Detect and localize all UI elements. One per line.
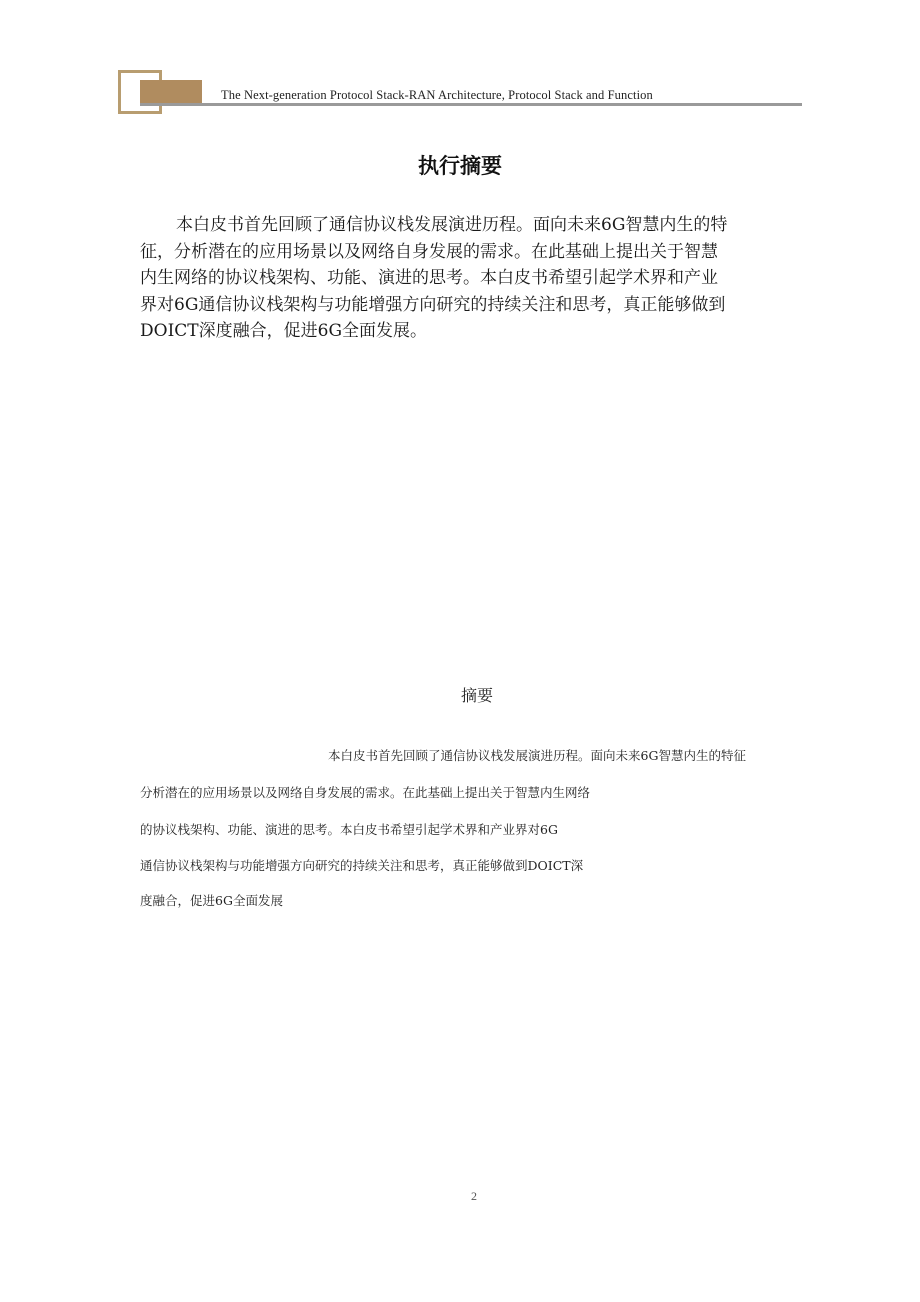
abstract-line: 通信协议栈架构与功能增强方向研究的持续关注和思考，真正能够做到DOICT深 xyxy=(140,858,584,873)
body-line: 界对6G通信协议栈架构与功能增强方向研究的持续关注和思考，真正能够做到 xyxy=(140,294,726,315)
running-title: The Next-generation Protocol Stack-RAN Architecture, Protocol Stack and Function xyxy=(221,88,653,102)
section-body xyxy=(140,212,780,345)
abstract-line: 分析潜在的应用场景以及网络自身发展的需求。在此基础上提出关于智慧内生网络 xyxy=(140,785,591,800)
body-line: 本白皮书首先回顾了通信协议栈发展演进历程。面向未来6G智慧内生的特 xyxy=(176,215,728,235)
body-line: 征，分析潜在的应用场景以及网络自身发展的需求。在此基础上提出关于智慧 xyxy=(140,241,718,262)
abstract-line: 度融合，促进6G全面发展 xyxy=(140,893,283,908)
body-line: 内生网络的协议栈架构、功能、演进的思考。本白皮书希望引起学术界和产业 xyxy=(140,268,718,288)
section-title: 执行摘要 xyxy=(418,154,502,178)
header-rule xyxy=(140,103,802,106)
abstract-line: 本白皮书首先回顾了通信协议栈发展演进历程。面向未来6G智慧内生的特征 xyxy=(328,748,746,763)
abstract-title: 摘要 xyxy=(460,686,493,705)
body-line: DOICT深度融合，促进6G全面发展。 xyxy=(140,321,428,341)
page-number: 2 xyxy=(471,1189,477,1203)
abstract-line: 的协议栈架构、功能、演进的思考。本白皮书希望引起学术界和产业界对6G xyxy=(140,822,558,837)
